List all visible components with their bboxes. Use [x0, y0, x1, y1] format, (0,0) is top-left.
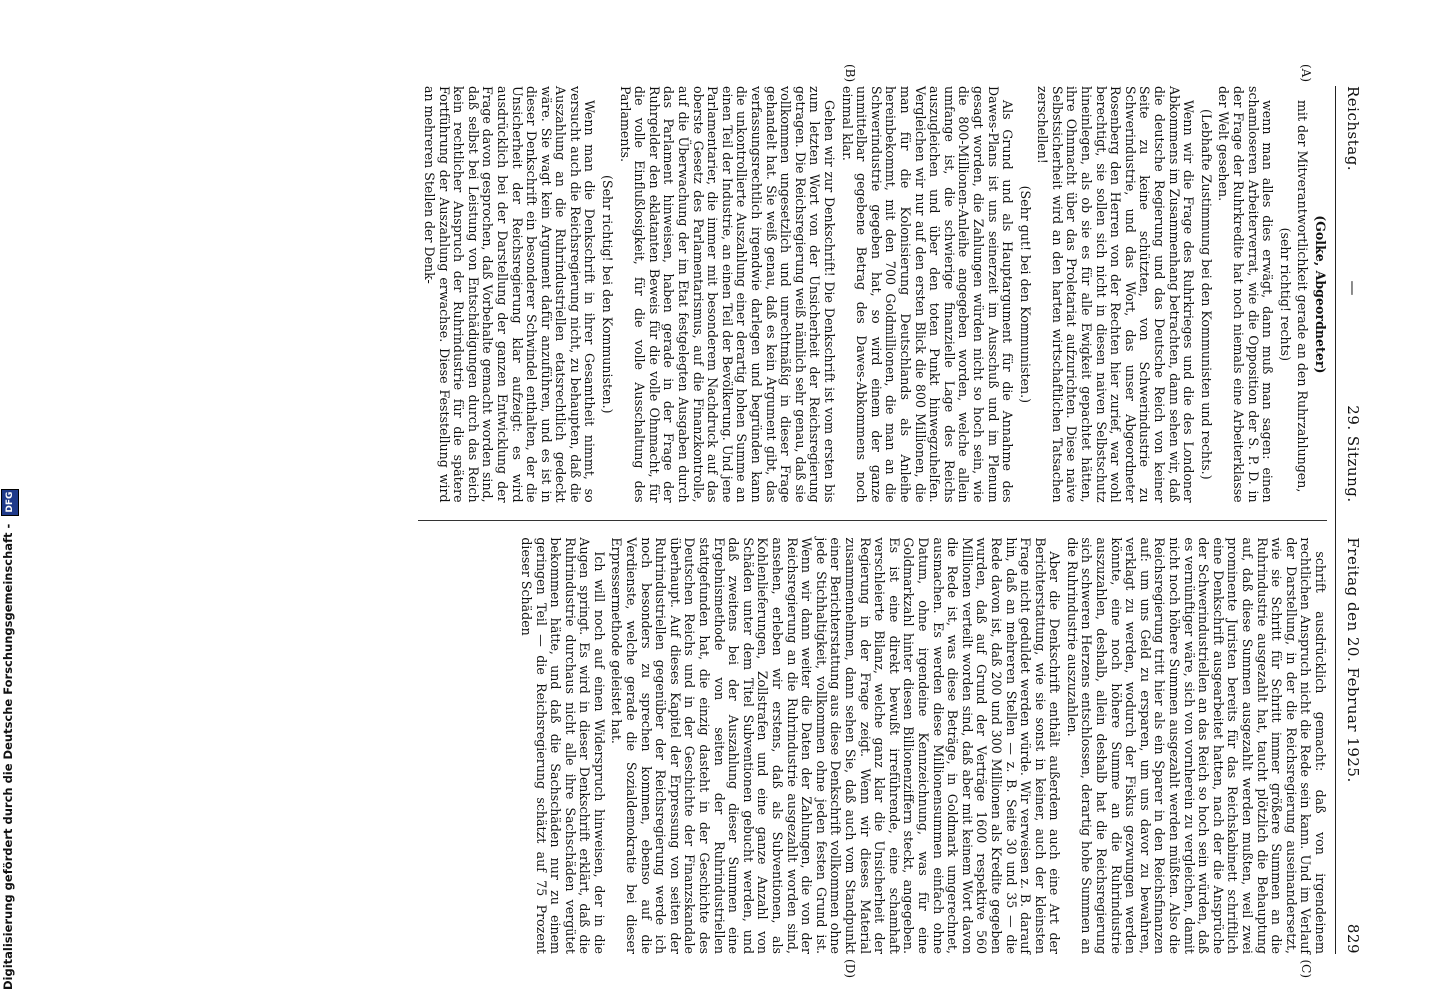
paragraph: mit der Mitverantwortlichkeit gerade an den Ruhrzahlungen, — [1295, 100, 1311, 493]
paragraph: (Lebhafte Zustimmung bei den Kommunisten und rechts.) — [1198, 109, 1214, 480]
margin-mark-c: (C) — [1299, 959, 1313, 978]
paragraph: wenn man alles dies erwägt, dann muß man sagen: einen schamloseren Arbeiterverrat, wie die Opposition der S. P. D. in der Frage der Ruhrkredite hat noch niemals eine Arbeiterklasse der Welt gesehen. — [1216, 86, 1276, 503]
left-column — [418, 64, 1328, 503]
digitization-credit — [0, 0, 16, 1000]
head-dash: — — [1344, 280, 1362, 296]
paragraph: (Sehr richtig! bei den Kommunisten.) — [600, 175, 616, 414]
running-head-left — [1344, 86, 1362, 503]
paragraph: Gehen wir zur Denkschrift! Die Denkschrift ist vom ersten bis zum letzten Wort von der Unsicherheit der Reichsregierung getragen. Die Reichsregierung weiß nämlich sehr genau, daß sie vollkommen ungesetzlich und unrechtmäßig in dieser Frage gehandelt hat. Sie weiß genau, daß es kein Argument gibt, das verfassungsrechtlich irgendwie darlegen und begründen kann die unkontrollierte Auszahlung einer derartig hohen Summe an einen Teil der Industrie, an einen Teil der Bevölkerung. Und jene Parlamentarier, die immer mit besonderem Nachdruck auf das oberste Gesetz des Parlamentarismus, auf die Finanzkontrolle, auf die Überwachung der im Etat festgelegten Ausgaben durch das Parlament hinweisen, haben gerade in der Frage der Ruhrgelder den eklatanten Beweis für die volle Ohnmacht, für die volle Einflußlosigkeit, für die volle Ausschaltung des Parlaments. — [617, 86, 837, 503]
paragraph: Wenn man die Denkschrift in ihrer Gesamtheit nimmt, so versucht auch die Reichsregierung nicht, zu behaupten, daß die Auszahlung an die Ruhrindustriellen etatsrechtlich gedeckt wäre. Sie wagt kein Argument dafür anzuführen, und es ist in dieser Denkschrift ein besonderer Schwindel enthalten, der die Unsicherheit der Reichsregierung klar aufzeigt: es wird ausdrücklich bei der Darstellung der ganzen Entwicklung der Frage davon gesprochen, daß Vorbehalte gemacht worden sind, daß selbst bei Leistung von Entschädigungen durch das Reich kein rechtlicher Anspruch der Ruhrindustrie für die spätere Fortführung der Auszahlung erwachse. Diese Feststellung wird an mehreren Stellen der Denk- — [421, 86, 598, 503]
paragraph: Ich will noch auf einen Widerspruch hinweisen, der in die Augen springt. Es wird in dieser Denkschrift erklärt, daß die Ruhrindustrie durchaus nicht alle ihre Sachschäden vergütet bekommen hätte, und daß die Sachschäden nur zu einem geringen Teil — die Reichsregierung schätzt auf 75 Prozent dieser Schäden — [518, 537, 607, 954]
right-column — [418, 537, 1328, 978]
column-divider — [418, 520, 1327, 521]
margin-mark-b: (B) — [843, 64, 857, 83]
document-page — [122, 64, 1362, 978]
session-date: Freitag den 20. Februar 1925. — [1344, 537, 1362, 783]
speaker-label: (Golke, Abgeordneter) — [1313, 215, 1328, 374]
dfg-logo: DFG — [1, 489, 19, 516]
credit-text: Digitalisierung gefördert durch die Deutsche Forschungsgemeinschaft - — [1, 523, 15, 990]
paragraph: (Sehr gut! bei den Kommunisten.) — [1017, 185, 1033, 403]
paragraph: Aber die Denkschrift enthält außerdem auch eine Art der Berichterstattung, wie sie sonst in keiner, auch der kleinsten Frage nicht geduldet werden würde. Wir verweisen z. B. darauf hin, daß an mehreren Stellen — z. B. Seite 30 und 35 — die Rede davon ist, daß 200 und 300 Millionen als Kredite gegeben wurden, daß auf Grund der Verträge 1600 respektive 560 Millionen verteilt worden sind, daß aber mit keinem Wort davon die Rede ist, was diese Beträge, in Goldmark umgerechnet, ausmachen. Es werden diese Millionensummen einfach ohne Datum, ohne irgendeine Kennzeichnung, was für eine Goldmarkzahl hinter diesen Billionenziffern steckt, angegeben. Es ist eine direkt bewußt irreführende, eine schamhaft verschleierte Bilanz, welche ganz klar die Unsicherheit der Regierung in der Frage zeigt. Wenn wir dieses Material zusammennehmen, dann sehen Sie, daß auch vom Standpunkt einer Berichterstattung aus diese Denkschrift vollkommen ohne jede Stichhaltigkeit, vollkommen ohne jeden festen Grund ist. Wenn wir dann weiter die Daten der Zahlungen, die von der Reichsregierung an die Ruhrindustrie ausgezahlt worden sind, ansehen, erleben wir erstens, daß als Subventionen, als Kohlenlieferungen, Zollstrafen und eine ganze Anzahl von Schäden unter dem Titel Subventionen gebucht werden, und daß zweitens bei der Auszahlung dieser Summen eine Ergebnismethode von seiten der Ruhrindustriellen stattgefunden hat, die einzig dasteht in der Geschichte des Deutschen Reichs und in der Geschichte der Finanzskandale überhaupt. Auf dieses Kapitel der Erpressung von seiten der Ruhrindustriellen gegenüber der Reichsregierung werde ich noch besonders zu sprechen kommen, ebenso auf die Verdienste, welche gerade die Sozialdemokratie bei dieser Erpressermethode geleistet hat. — [609, 537, 1063, 954]
page-number: 829 — [1344, 923, 1362, 954]
running-head-right — [1344, 537, 1362, 954]
paragraph: Als Grund und als Hauptargument für die Annahme des Dawes-Plans ist uns seinerzeit im Ausschuß und im Plenum gesagt worden, die Zahlungen würden nicht so hoch sein, wie die 800-Millionen-Anleihe angegeben worden, welche allein umfange ist, die schwierige finanzielle Lage des Reichs auszugleichen und über den toten Punkt hinwegzuhelfen. Vergleichen wir nur auf den ersten Blick die 800 Millionen, die man für die Kolonisierung Deutschlands als Anleihe hereinbekommt, mit den 700 Goldmillionen, die man an die Schwerindustrie gegeben hat, so wird einem der ganze unmittelbar gegebene Betrag des Dawes-Abkommens noch einmal klar. — [839, 86, 1016, 503]
publication-title: Reichstag. — [1344, 86, 1362, 172]
text-columns — [418, 64, 1328, 978]
paragraph: schrift ausdrücklich gemacht: daß von irgendeinem rechtlichen Anspruch nicht die Rede sein kann. Und im Verlauf der Darstellung, in der die Reichsregierung auseinandersetzt, wie sie Schritt für Schritt immer größere Summen an die Ruhrindustrie ausgezahlt hat, taucht plötzlich die Behauptung auf, daß diese Summen ausgezahlt werden mußten, weil zwei prominente Juristen bereits für das Reichskabinett schriftlich eine Denkschrift ausgearbeitet hatten, nach der die Ansprüche der Schwerindustriellen an das Reich so hoch sein würden, daß es vernünftiger wäre, sich von vornherein zu vergleichen, damit nicht noch höhere Summen ausgezahlt werden müßten. Also die Reichsregierung tritt hier als ein Sparer in den Reichsfinanzen auf: um uns Geld zu ersparen, um uns davor zu bewahren, verklagt zu werden, wodurch der Fiskus gezwungen werden könnte, eine noch höhere Summe an die Ruhrindustrie auszuzahlen, deshalb, allein deshalb hat die Reichsregierung sich schweren Herzens entschlossen, derartig hohe Summen an die Ruhrindustrie auszuzahlen. — [1064, 537, 1328, 954]
running-head — [1335, 86, 1362, 954]
paragraph: (sehr richtig! rechts) — [1277, 227, 1293, 362]
margin-mark-a: (A) — [1299, 64, 1313, 83]
session-label: 29. Sitzung. — [1344, 405, 1362, 503]
margin-mark-d: (D) — [843, 959, 857, 978]
paragraph: Wenn wir die Frage des Ruhrkrieges und die des Londoner Abkommens im Zusammenhang betrachten, dann sehen wir, daß die deutsche Regierung und das Deutsche Reich von keiner Seite zu keine schützten, von Schwerindustrie zu Schwerindustrie, und das Wort, das unser Abgeordneter Rosenberg den Herren von der Rechten hier zurief, war wohl berechtigt, sie sollen sich nicht in diesen naiven Selbstschutz hineinlegen, als ob sie es für alle Ewigkeit gepachtet hätten, ihre Ohnmacht über das Proletariat aufzurichten. Diese naive Selbstsicherheit wird an den harten wirtschaftlichen Tatsachen zerschellen! — [1035, 86, 1197, 503]
